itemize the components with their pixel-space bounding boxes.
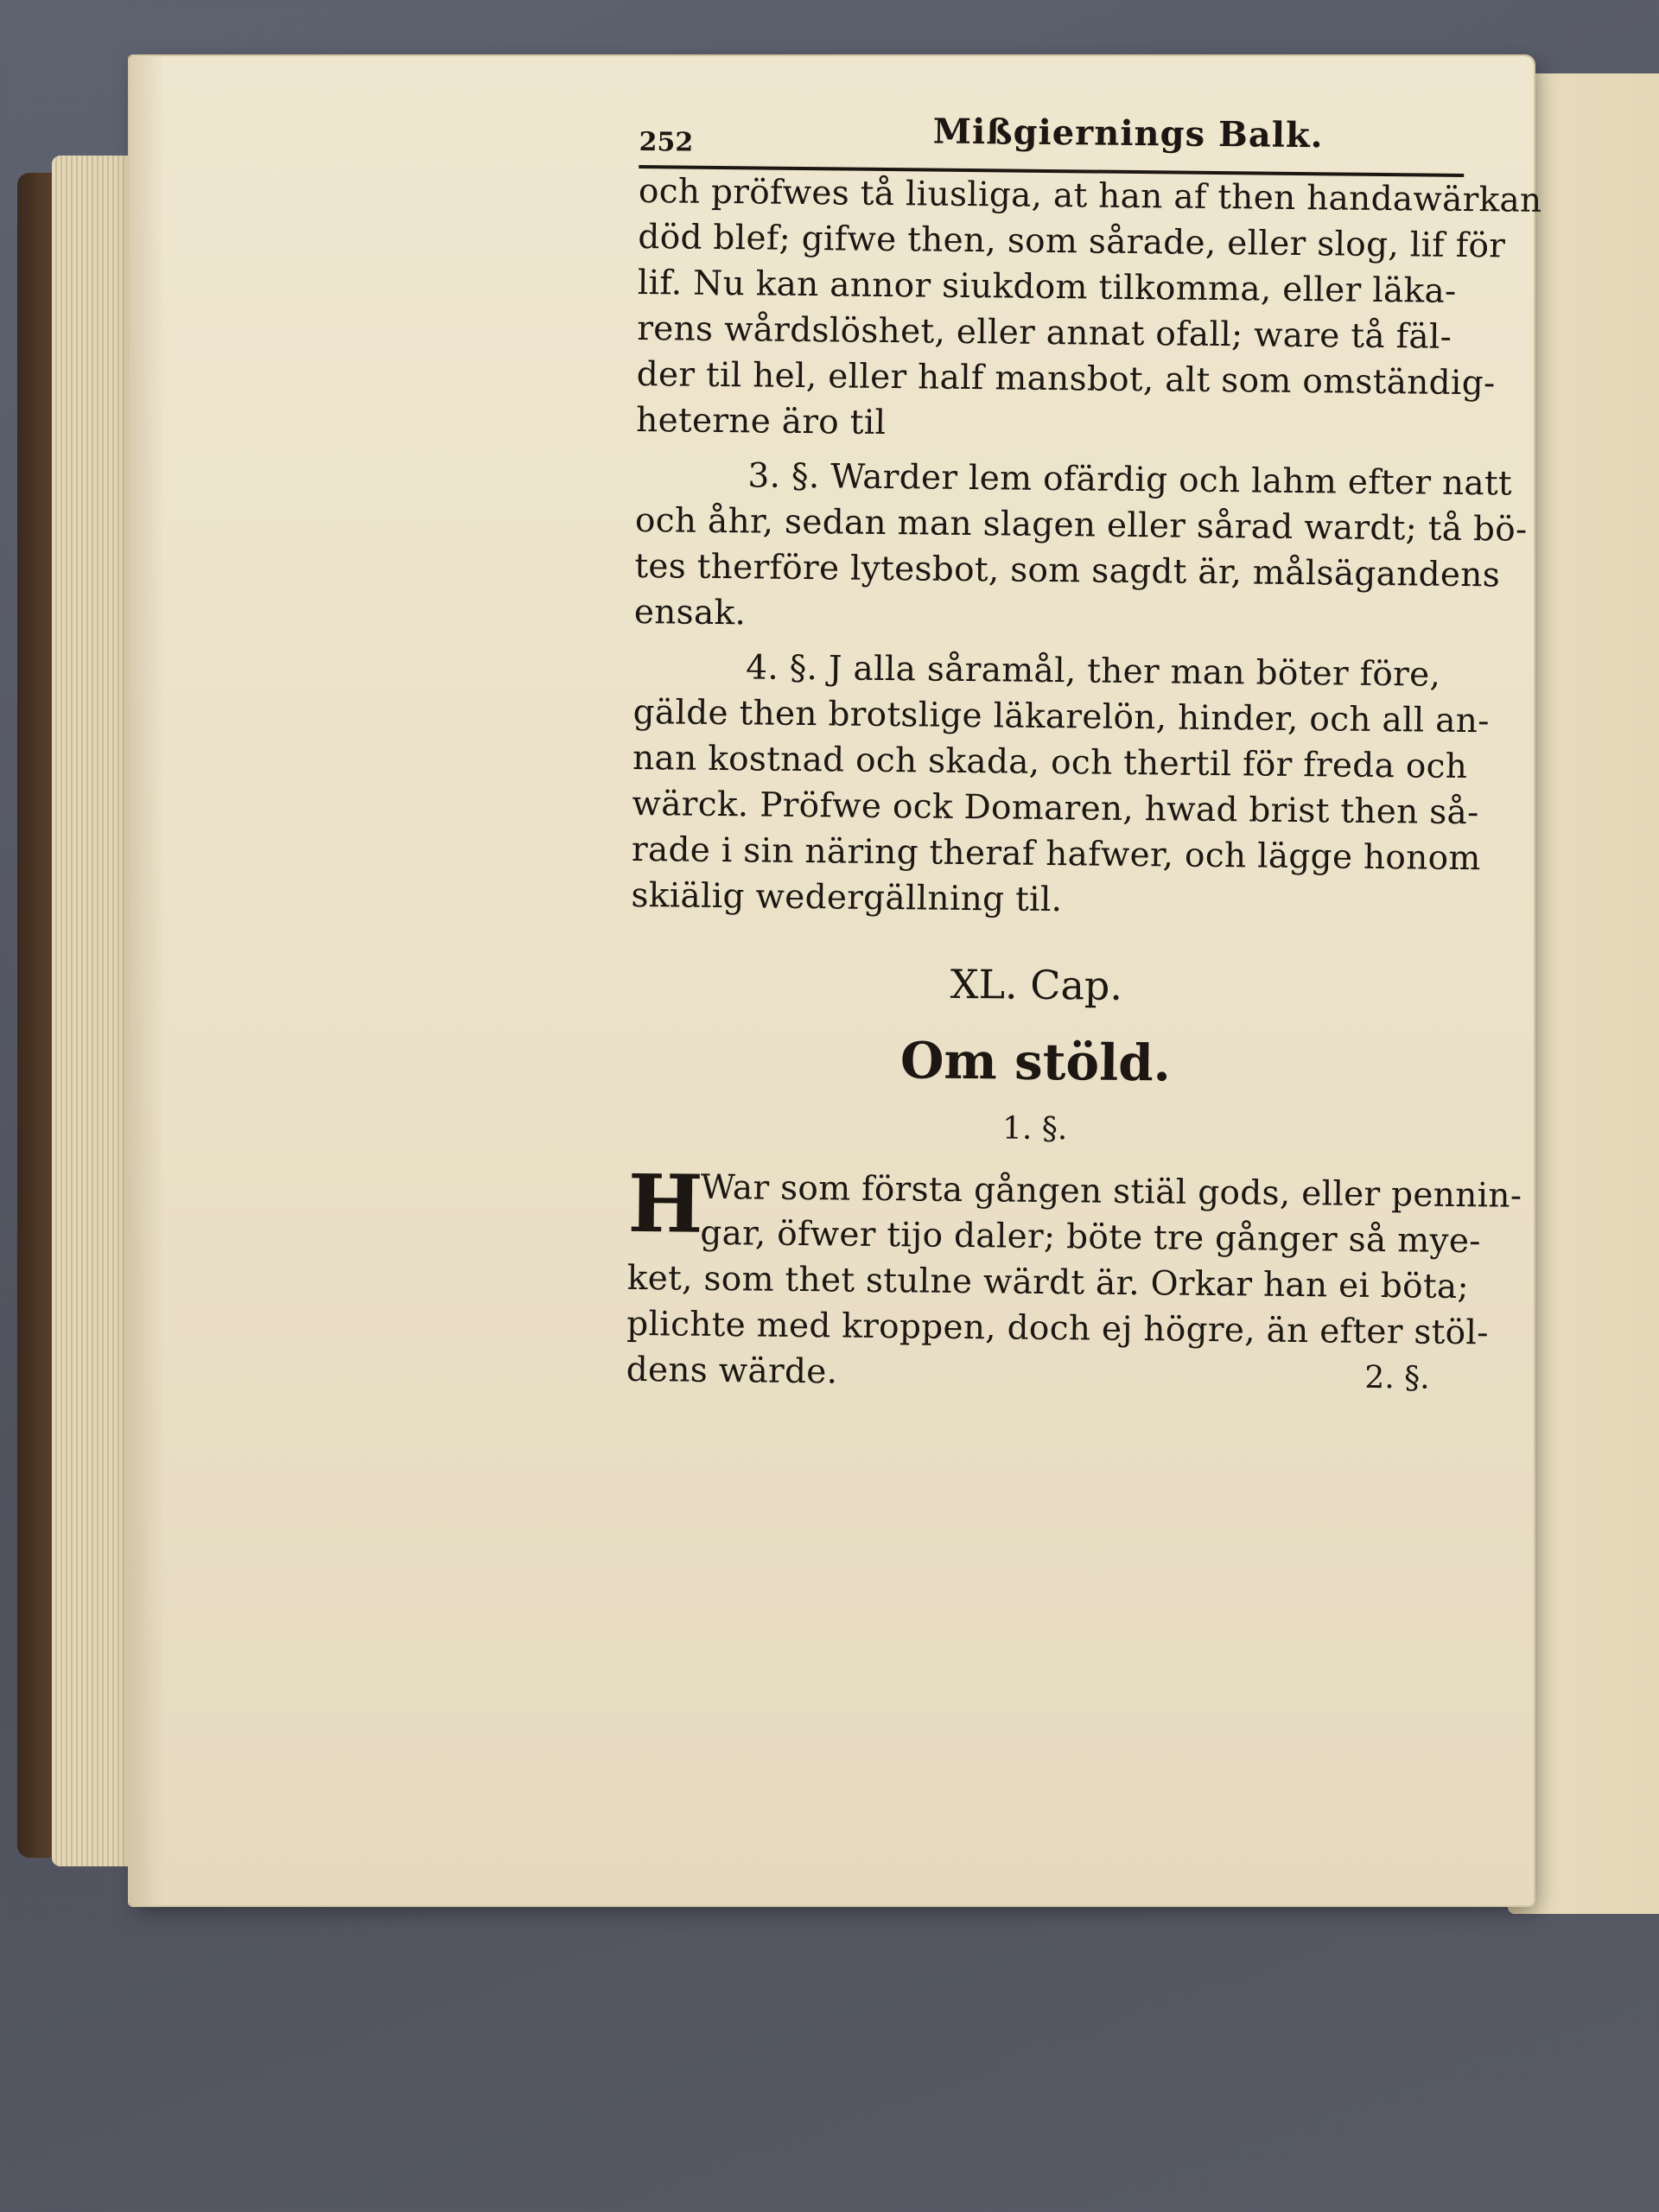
text-line: lif. Nu kan annor siukdom tilkomma, eller läka- — [637, 263, 1457, 311]
text-line: ket, som thet stulne wärdt är. Orkar han ei böta; — [626, 1258, 1470, 1307]
section-title: Om stöld. — [899, 1031, 1172, 1093]
book-page — [130, 56, 1542, 1905]
text-line: nan kostnad och skada, och thertil för freda och — [632, 738, 1468, 787]
paragraph-4 — [631, 644, 1490, 927]
catchword: 2. §. — [1364, 1359, 1430, 1396]
page-header — [639, 108, 1452, 170]
page-number: 252 — [639, 126, 694, 158]
chapter-heading: XL. Cap. — [950, 960, 1123, 1009]
paragraph-1 — [626, 1156, 1522, 1402]
text-line: och pröfwes tå liusliga, at han af then handawärkan — [638, 171, 1542, 220]
last-line-row — [626, 1347, 1439, 1402]
text-line: rade i sin näring theraf hafwer, och lägge honom — [631, 830, 1481, 879]
text-line: heterne äro til — [635, 400, 887, 443]
text-line: gälde then brotslige läkarelön, hinder, och all an- — [632, 692, 1490, 741]
page-edges — [52, 156, 130, 1866]
text-line: och åhr, sedan man slagen eller sårad wardt; tå bö- — [634, 500, 1528, 550]
running-title: Mißgiernings Balk. — [932, 111, 1324, 156]
text-line: rens wårdslöshet, eller annat ofall; ware tå fäl- — [637, 308, 1452, 357]
text-line: 3. §. Warder lem ofärdig och lahm efter natt — [747, 456, 1513, 504]
text-line: skiälig wedergällning til. — [631, 875, 1063, 920]
text-line: död blef; gifwe then, som sårade, eller slog, lif för — [638, 217, 1506, 266]
text-line: tes therföre lytesbot, som sagdt är, målsägandens — [634, 546, 1501, 595]
text-block — [626, 108, 1542, 1402]
text-line: wärck. Pröfwe ock Domaren, hwad brist then så- — [632, 784, 1479, 833]
text-line: 4. §. J alla såramål, ther man böter före, — [745, 648, 1441, 695]
text-line: der til hel, eller half mansbot, alt som omständig- — [636, 354, 1496, 404]
paragraph-continued — [635, 168, 1542, 452]
text-line: plichte med kroppen, doch ej högre, än efter stöl- — [626, 1304, 1489, 1353]
text-line: ensak. — [633, 592, 747, 633]
drop-cap: H — [627, 1156, 704, 1251]
paragraph-3 — [633, 452, 1528, 644]
text-line: War som första gången stiäl gods, eller pennin- — [700, 1167, 1522, 1216]
text-line: dens wärde. — [626, 1350, 838, 1392]
section-number: 1. §. — [1001, 1110, 1068, 1147]
text-line: gar, öfwer tijo daler; böte tre gånger så mye- — [700, 1213, 1481, 1262]
